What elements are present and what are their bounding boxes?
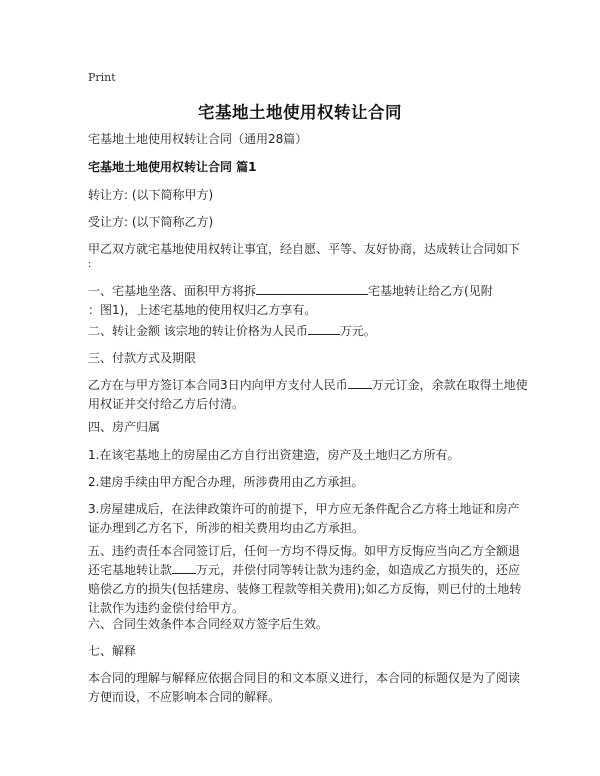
clause-3-blank [348, 376, 372, 389]
clause-7-line-1: 本合同的理解与解释应依据合同目的和文本原义进行，本合同的标题仅是为了阅读 [88, 671, 521, 685]
clause-4-heading: 四、房产归属 [88, 420, 161, 434]
clause-4-item-3-line-2: 证办理到乙方名下，所涉的相关费用均由乙方承担。 [88, 521, 365, 535]
clause-4-item-2: 2.建房手续由甲方配合办理，所涉费用由乙方承担。 [88, 475, 364, 489]
clause-4-item-3 [88, 500, 528, 538]
intro-paragraph [88, 240, 528, 271]
clause-5-blank [172, 561, 196, 574]
clause-2-text-a: 二、转让金额 该宗地的转让价格为人民币 [88, 324, 308, 338]
clause-2 [88, 322, 528, 341]
clause-5 [88, 542, 528, 618]
print-label: Print [88, 71, 116, 84]
clause-2-blank [308, 322, 340, 335]
clause-4-item-3-line-1: 3.房屋建成后，在法律政策许可的前提下，甲方应无条件配合乙方将土地证和房产 [88, 502, 520, 516]
document-title: 宅基地土地使用权转让合同 [198, 103, 402, 122]
clause-5-text-a: 还宅基地转让款 [88, 563, 173, 577]
clause-1 [88, 282, 528, 320]
clause-5-line-1: 五、违约责任本合同签订后，任何一方均不得反悔。如甲方反悔应当向乙方全额退 [88, 544, 521, 558]
clause-1-line-2: ：图1)，上述宅基地的使用权归乙方享有。 [88, 303, 317, 317]
clause-3 [88, 376, 528, 414]
clause-7-heading: 七、解释 [88, 644, 137, 658]
section-heading: 宅基地土地使用权转让合同 篇1 [88, 160, 257, 174]
clause-6: 六、合同生效条件本合同经双方签字后生效。 [88, 617, 329, 631]
clause-4-item-1: 1.在该宅基地上的房屋由乙方自行出资建造，房产及土地归乙方所有。 [88, 448, 460, 462]
clause-1-text-a: 一、宅基地坐落、面积甲方将拆 [88, 284, 257, 298]
intro-line-2: : [88, 259, 92, 270]
clause-5-line-2 [88, 561, 528, 580]
intro-line-1: 甲乙双方就宅基地使用权转让事宜，经自愿、平等、友好协商，达成转让合同如下 [88, 242, 521, 256]
clause-1-text-b: 宅基地转让给乙方(见附 [368, 284, 493, 298]
clause-7-line-2: 方便而设，不应影响本合同的解释。 [88, 690, 281, 704]
clause-5-text-b: 万元，并偿付同等转让款为违约金，如造成乙方损失的，还应 [196, 563, 521, 577]
clause-5-line-3: 赔偿乙方的损失(包括建房、装修工程款等相关费用);如乙方反悔，则已付的土地转 [88, 582, 522, 596]
transferee-line: 受让方: (以下简称乙方) [88, 215, 214, 229]
clause-7 [88, 669, 528, 707]
transferor-line: 转让方: (以下简称甲方) [88, 188, 214, 202]
clause-3-heading: 三、付款方式及期限 [88, 351, 197, 365]
clause-3-text-b: 万元订金，余款在取得土地使 [371, 378, 528, 392]
clause-3-line-2: 用权证并交付给乙方后付清。 [88, 397, 245, 411]
clause-1-line-1 [88, 282, 528, 301]
clause-2-text-b: 万元。 [339, 324, 376, 338]
clause-3-line-1 [88, 376, 528, 395]
clause-5-line-4: 让款作为违约金偿付给甲方。 [88, 601, 245, 615]
clause-1-blank [256, 282, 368, 295]
document-subtitle: 宅基地土地使用权转让合同（通用28篇） [88, 132, 308, 146]
clause-3-text-a: 乙方在与甲方签订本合同3日内向甲方支付人民币 [88, 378, 348, 392]
